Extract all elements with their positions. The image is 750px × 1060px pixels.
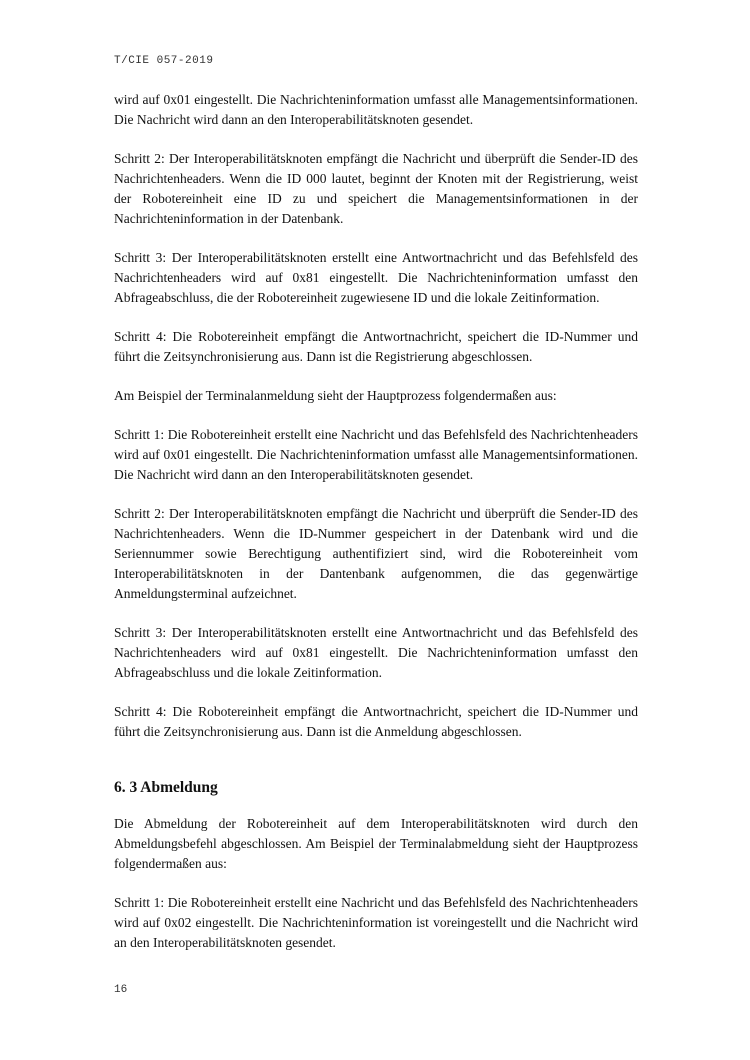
page-number: 16 [114, 984, 128, 996]
paragraph: Schritt 2: Der Interoperabilitätsknoten empfängt die Nachricht und überprüft die Sender-ID des Nachrichtenheaders. Wenn die ID-Nummer gespeichert in der Datenbank wird und die Seriennummer sowie Berechtigung authentifiziert sind, wird die Robotereinheit vom Interoperabilitätsknoten in der Dantenbank aufgenommen, die das gegenwärtige Anmeldungsterminal aufzeichnet. [114, 506, 638, 601]
document-body [114, 90, 638, 972]
paragraph: Am Beispiel der Terminalanmeldung sieht der Hauptprozess folgendermaßen aus: [114, 388, 557, 403]
paragraph: Schritt 1: Die Robotereinheit erstellt eine Nachricht und das Befehlsfeld des Nachrichtenheaders wird auf 0x01 eingestellt. Die Nachrichteninformation umfasst alle Managementsinformationen. Die Nachricht wird dann an den Interoperabilitätsknoten gesendet. [114, 427, 638, 482]
paragraph: Schritt 4: Die Robotereinheit empfängt die Antwortnachricht, speichert die ID-Nummer und führt die Zeitsynchronisierung aus. Dann ist die Registrierung abgeschlossen. [114, 329, 638, 364]
paragraph: Schritt 4: Die Robotereinheit empfängt die Antwortnachricht, speichert die ID-Nummer und führt die Zeitsynchronisierung aus. Dann ist die Anmeldung abgeschlossen. [114, 704, 638, 739]
section-heading: 6. 3 Abmeldung [114, 779, 218, 796]
paragraph: wird auf 0x01 eingestellt. Die Nachrichteninformation umfasst alle Managementsinformationen. Die Nachricht wird dann an den Interoperabilitätsknoten gesendet. [114, 92, 638, 127]
paragraph: Schritt 3: Der Interoperabilitätsknoten erstellt eine Antwortnachricht und das Befehlsfeld des Nachrichtenheaders wird auf 0x81 eingestellt. Die Nachrichteninformation umfasst den Abfrageabschluss und die lokale Zeitinformation. [114, 625, 638, 680]
paragraph: Schritt 2: Der Interoperabilitätsknoten empfängt die Nachricht und überprüft die Sender-ID des Nachrichtenheaders. Wenn die ID 000 lautet, beginnt der Knoten mit der Registrierung, weist der Robotereinheit eine ID zu und speichert die Managementsinformationen in der Nachrichteninformation in der Datenbank. [114, 151, 638, 226]
paragraph: Schritt 3: Der Interoperabilitätsknoten erstellt eine Antwortnachricht und das Befehlsfeld des Nachrichtenheaders wird auf 0x81 eingestellt. Die Nachrichteninformation umfasst den Abfrageabschluss, die der Robotereinheit zugewiesene ID und die lokale Zeitinformation. [114, 250, 638, 305]
paragraph: Schritt 1: Die Robotereinheit erstellt eine Nachricht und das Befehlsfeld des Nachrichtenheaders wird auf 0x02 eingestellt. Die Nachrichteninformation ist voreingestellt und die Nachricht wird an den Interoperabilitätsknoten gesendet. [114, 895, 638, 950]
paragraph: Die Abmeldung der Robotereinheit auf dem Interoperabilitätsknoten wird durch den Abmeldungsbefehl abgeschlossen. Am Beispiel der Terminalabmeldung sieht der Hauptprozess folgendermaßen aus: [114, 816, 638, 871]
document-id-header: T/CIE 057-2019 [114, 55, 214, 67]
